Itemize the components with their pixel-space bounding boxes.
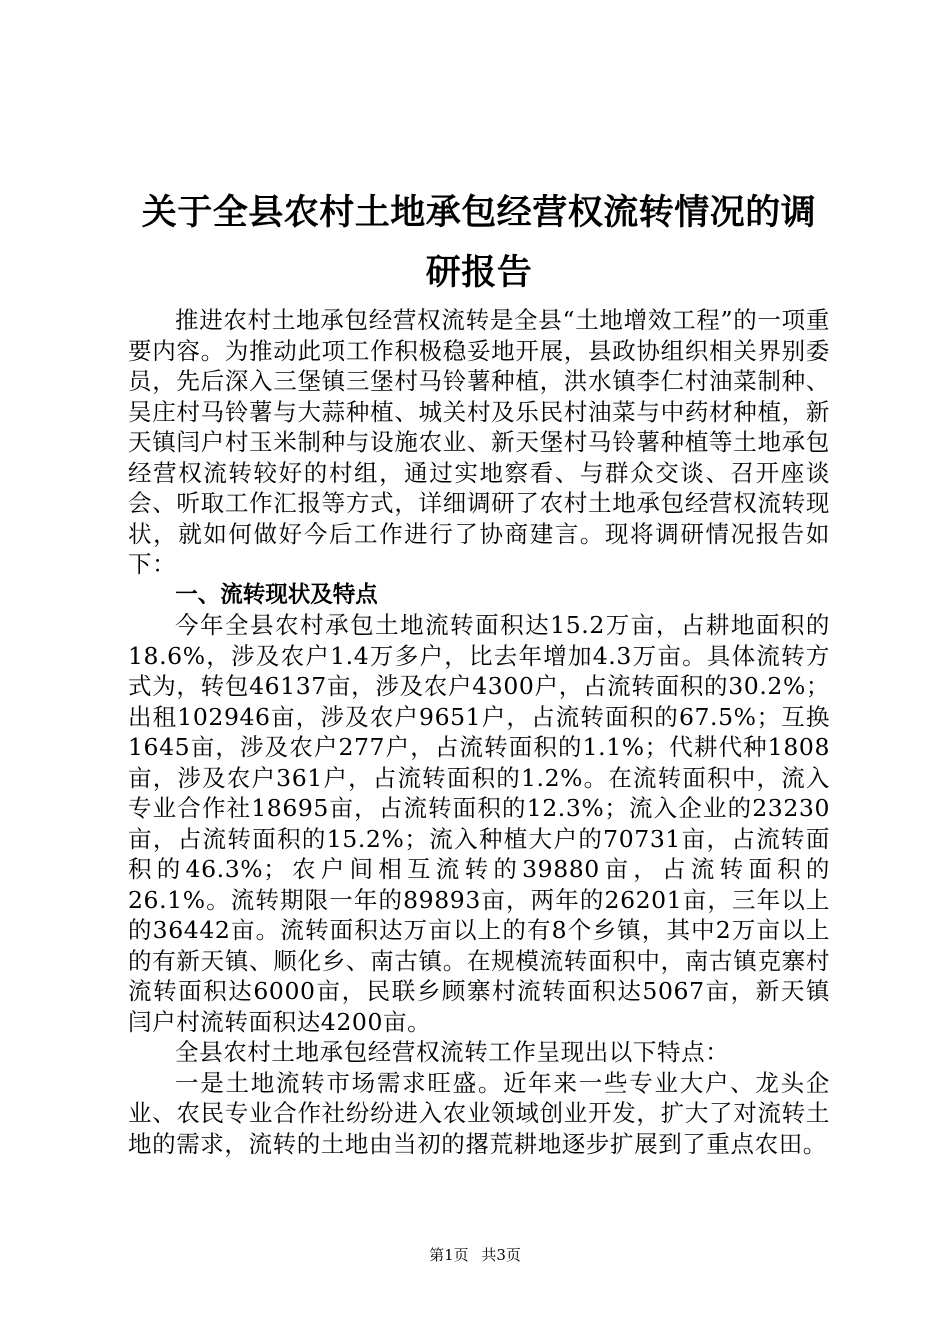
feature-one-paragraph: 一是土地流转市场需求旺盛。近年来一些专业大户、龙头企业、农民专业合作社纷纷进入农业领域创业开发，扩大了对流转土地的需求，流转的土地由当初的撂荒耕地逐步扩展到了重点农田。 xyxy=(128,1068,830,1158)
page-total: 共3页 xyxy=(481,1246,521,1264)
page-footer xyxy=(0,1244,950,1265)
status-paragraph: 今年全县农村承包土地流转面积达15.2万亩，占耕地面积的18.6%，涉及农户1.4万多户，比去年增加4.3万亩。具体流转方式为，转包46137亩，涉及农户4300户，占流转面积的30.2%；出租102946亩，涉及农户9651户，占流转面积的67.5%；互换1645亩，涉及农户277户，占流转面积的1.1%；代耕代种1808亩，涉及农户361户，占流转面积的1.2%。在流转面积中，流入专业合作社18695亩，占流转面积的12.3%；流入企业的23230亩，占流转面积的15.2%；流入种植大户的70731亩，占流转面积的46.3%；农户间相互流转的39880亩，占流转面积的26.1%。流转期限一年的89893亩，两年的26201亩，三年以上的36442亩。流转面积达万亩以上的有8个乡镇，其中2万亩以上的有新天镇、顺化乡、南古镇。在规模流转面积中，南古镇克寨村流转面积达6000亩，民联乡顾寨村流转面积达5067亩，新天镇闫户村流转面积达4200亩。 xyxy=(128,611,830,1036)
document-title: 关于全县农村土地承包经营权流转情况的调研报告 xyxy=(141,193,817,293)
features-intro-paragraph: 全县农村土地承包经营权流转工作呈现出以下特点： xyxy=(175,1038,730,1066)
intro-paragraph: 推进农村土地承包经营权流转是全县“土地增效工程”的一项重要内容。为推动此项工作积极稳妥地开展，县政协组织相关界别委员，先后深入三堡镇三堡村马铃薯种植，洪水镇李仁村油菜制种、吴庄村马铃薯与大蒜种植、城关村及乐民村油菜与中药材种植，新天镇闫户村玉米制种与设施农业、新天堡村马铃薯种植等土地承包经营权流转较好的村组，通过实地察看、与群众交谈、召开座谈会、听取工作汇报等方式，详细调研了农村土地承包经营权流转现状，就如何做好今后工作进行了协商建言。现将调研情况报告如下： xyxy=(128,306,830,578)
document-body xyxy=(128,305,830,1159)
section-heading: 一、流转现状及特点 xyxy=(175,581,378,608)
page-number: 第1页 xyxy=(429,1246,469,1264)
document-page xyxy=(128,183,830,1159)
